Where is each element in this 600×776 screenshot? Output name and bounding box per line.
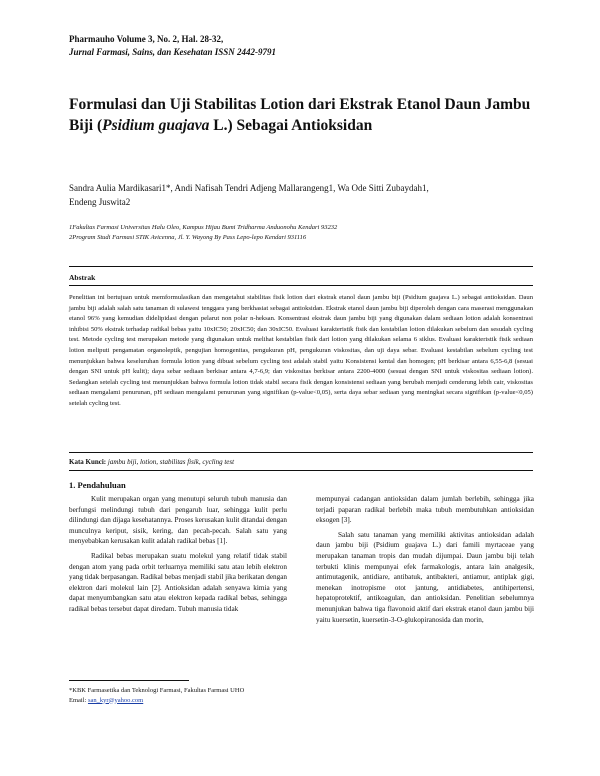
affiliation-1: 1Fakultas Farmasi Universitas Halu Oleo, Kampus Hijau Bumi Tridharma Anduonohu Kendari 93232 — [69, 224, 338, 231]
right-column — [316, 494, 534, 629]
abstract-heading: Abstrak — [69, 273, 96, 282]
title-species-italic: Psidium guajava — [102, 117, 210, 134]
journal-name-line: Jurnal Farmasi, Sains, dan Kesehatan ISSN 2442-9791 — [69, 47, 277, 57]
footnote-email-line — [69, 696, 309, 706]
affiliation-2: 2Program Studi Farmasi STIK Avicenna, Jl. Y. Wayong By Pass Lepo-lepo Kendari 931116 — [69, 234, 307, 241]
left-paragraph-2: Radikal bebas merupakan suatu molekul yang relatif tidak stabil dengan atom yang pada orbit terluarnya memiliki satu atau lebih elektron yang tidak berpasangan. Radikal bebas menjadi stabil jika berikatan dengan elektron dari molekul lain [2]. Antioksidan adalah senyawa kimia yang dapat menyumbangkan satu atau elektron kepada radikal bebas, sehingga radikal bebas tersebut dapat diredam. Tubuh manusia tidak — [69, 551, 287, 613]
abstract-body: Penelitian ini bertujuan untuk memformulasikan dan mengetahui stabilitas fisik lotion dari ekstrak etanol daun jambu biji (Psidium guajava L.) sebagai antioksidan. Daun jambu biji adalah salah satu tanaman di sulawesi tenggara yang berkhasiat sebagai antioksidan. Ekstrak etanol daun jambu biji diperoleh dengan cara maserasi menggunakan etanol 96% yang kemudian didelipidasi dengan pelarut non polar n-heksan. Konsentrasi ekstrak daun jambu biji yang digunakan dalam sediaan lotion adalah konsentrasi inhibisi 50% ekstrak terhadap radikal bebas yaitu 10xIC50; 20xIC50; dan 30xIC50. Evaluasi karakteristik fisik dan kestabilan lotion dilakukan sebelum dan sesudah cycling test. Metode cycling test merupakan metode yang digunakan untuk melihat kestabilan fisik dari lotion yang dilakukan selama 6 siklus. Evaluasi karakteristik fisik sediaan lotion meliputi pengamatan organoleptik, pengujian homogenitas, pengukuran pH, pengukuran viskositas, dan uji daya sebar. Evaluasi kestabilan sebelum cycling test menunjukkan bahwa keseluruhan formula lotion yang dibuat sebelum cycling test adalah stabil yaitu Konsistensi kental dan homogen; pH berkisar antara 6,55-6,8 (sesuai dengan SNI untuk pH kulit); daya sebar sediaan berkisar antara 4,7-6,9; dan viskositas berkisar antara 2200-4000 (sesuai dengan SNI untuk viskositas sediaan lotion). Sedangkan setelah cycling test menunjukkan bahwa formula lotion tidak stabil secara fisik dengan konsistensi sediaan yang berubah menjadi cenderung lebih cair, viskositas sediaan mengalami penurunan, pH sediaan mengalami penurunan yang signifikan (p-value<0,05), serta daya sebar sediaan yang meningkat secara signifikan (p-value<0,05) setelah cycling test. — [69, 294, 533, 407]
footnote-affiliation: *KBK Farmasetika dan Teknologi Farmasi, Fakultas Farmasi UHO — [69, 687, 245, 694]
title-part-2: L.) Sebagai Antioksidan — [209, 117, 373, 134]
left-column — [69, 494, 287, 619]
section-heading-introduction: 1. Pendahuluan — [69, 480, 126, 490]
right-paragraph-1: mempunyai cadangan antioksidan dalam jumlah berlebih, sehingga jika terjadi paparan radikal berlebih maka tubuh membutuhkan antioksidan eksogen [3]. — [316, 495, 534, 525]
left-paragraph-1: Kulit merupakan organ yang menutupi seluruh tubuh manusia dan berfungsi melindungi tubuh dari pengaruh luar, sehingga kulit perlu dilindungi dan dijaga kesehatannya. Proses kerusakan kulit ditandai dengan munculnya keriput, sisik, kering, dan pecah-pecah. Salah satu yang menyebabkan kerusakan kulit adalah radikal bebas [1]. — [69, 495, 287, 546]
affiliations — [69, 223, 539, 243]
abstract-bottom-rule — [69, 452, 533, 453]
footnote — [69, 686, 309, 705]
keywords-label: Kata Kunci: — [69, 458, 107, 466]
right-paragraph-2: Salah satu tanaman yang memiliki aktivitas antioksidan adalah daun jambu biji (Psidium guajava L.) dari famili myrtaceae yang merupakan tanaman tropis dan mudah dijumpai. Daun jambu biji telah terbukti klinis mempunyai efek farmakologis, antara lain analgesik, antimutagenik, antidiare, antibatuk, antibakteri, antiamur, antiplak gigi, menekan inotropisme otot jantung, antidiabetes, antihipertensi, hepatoprotektif, antikoagulan, dan antioksidan. Penelitian sebelumnya menunjukan bahwa tiga flavonoid aktif dari ekstrak etanol daun jambu biji yaitu kuersetin, kuersetin-3-O-glukopiranosida dan morin, — [316, 530, 534, 624]
footnote-email-link[interactable]: san_kyr@yahoo.com — [87, 696, 144, 704]
keywords — [69, 458, 533, 466]
abstract-top-rule — [69, 266, 533, 267]
abstract-heading-rule — [69, 285, 533, 286]
authors-line-2: Endeng Juswita2 — [69, 197, 131, 207]
journal-volume-line: Pharmauho Volume 3, No. 2, Hal. 28-32, — [69, 34, 224, 44]
authors-line-1: Sandra Aulia Mardikasari1*, Andi Nafisah Tendri Adjeng Mallarangeng1, Wa Ode Sitti Zubaydah1, — [69, 183, 429, 193]
footnote-rule — [69, 680, 189, 681]
keywords-rule — [69, 470, 533, 471]
keywords-value: jambu biji, lotion, stabilitas fisik, cycling test — [106, 458, 235, 466]
journal-header — [69, 33, 276, 59]
paper-title — [69, 94, 539, 136]
title-part-1: Formulasi dan Uji Stabilitas Lotion dari Ekstrak Etanol Daun Jambu Biji ( — [69, 96, 531, 134]
author-list — [69, 181, 539, 209]
footnote-email-label: Email: — [69, 696, 88, 704]
